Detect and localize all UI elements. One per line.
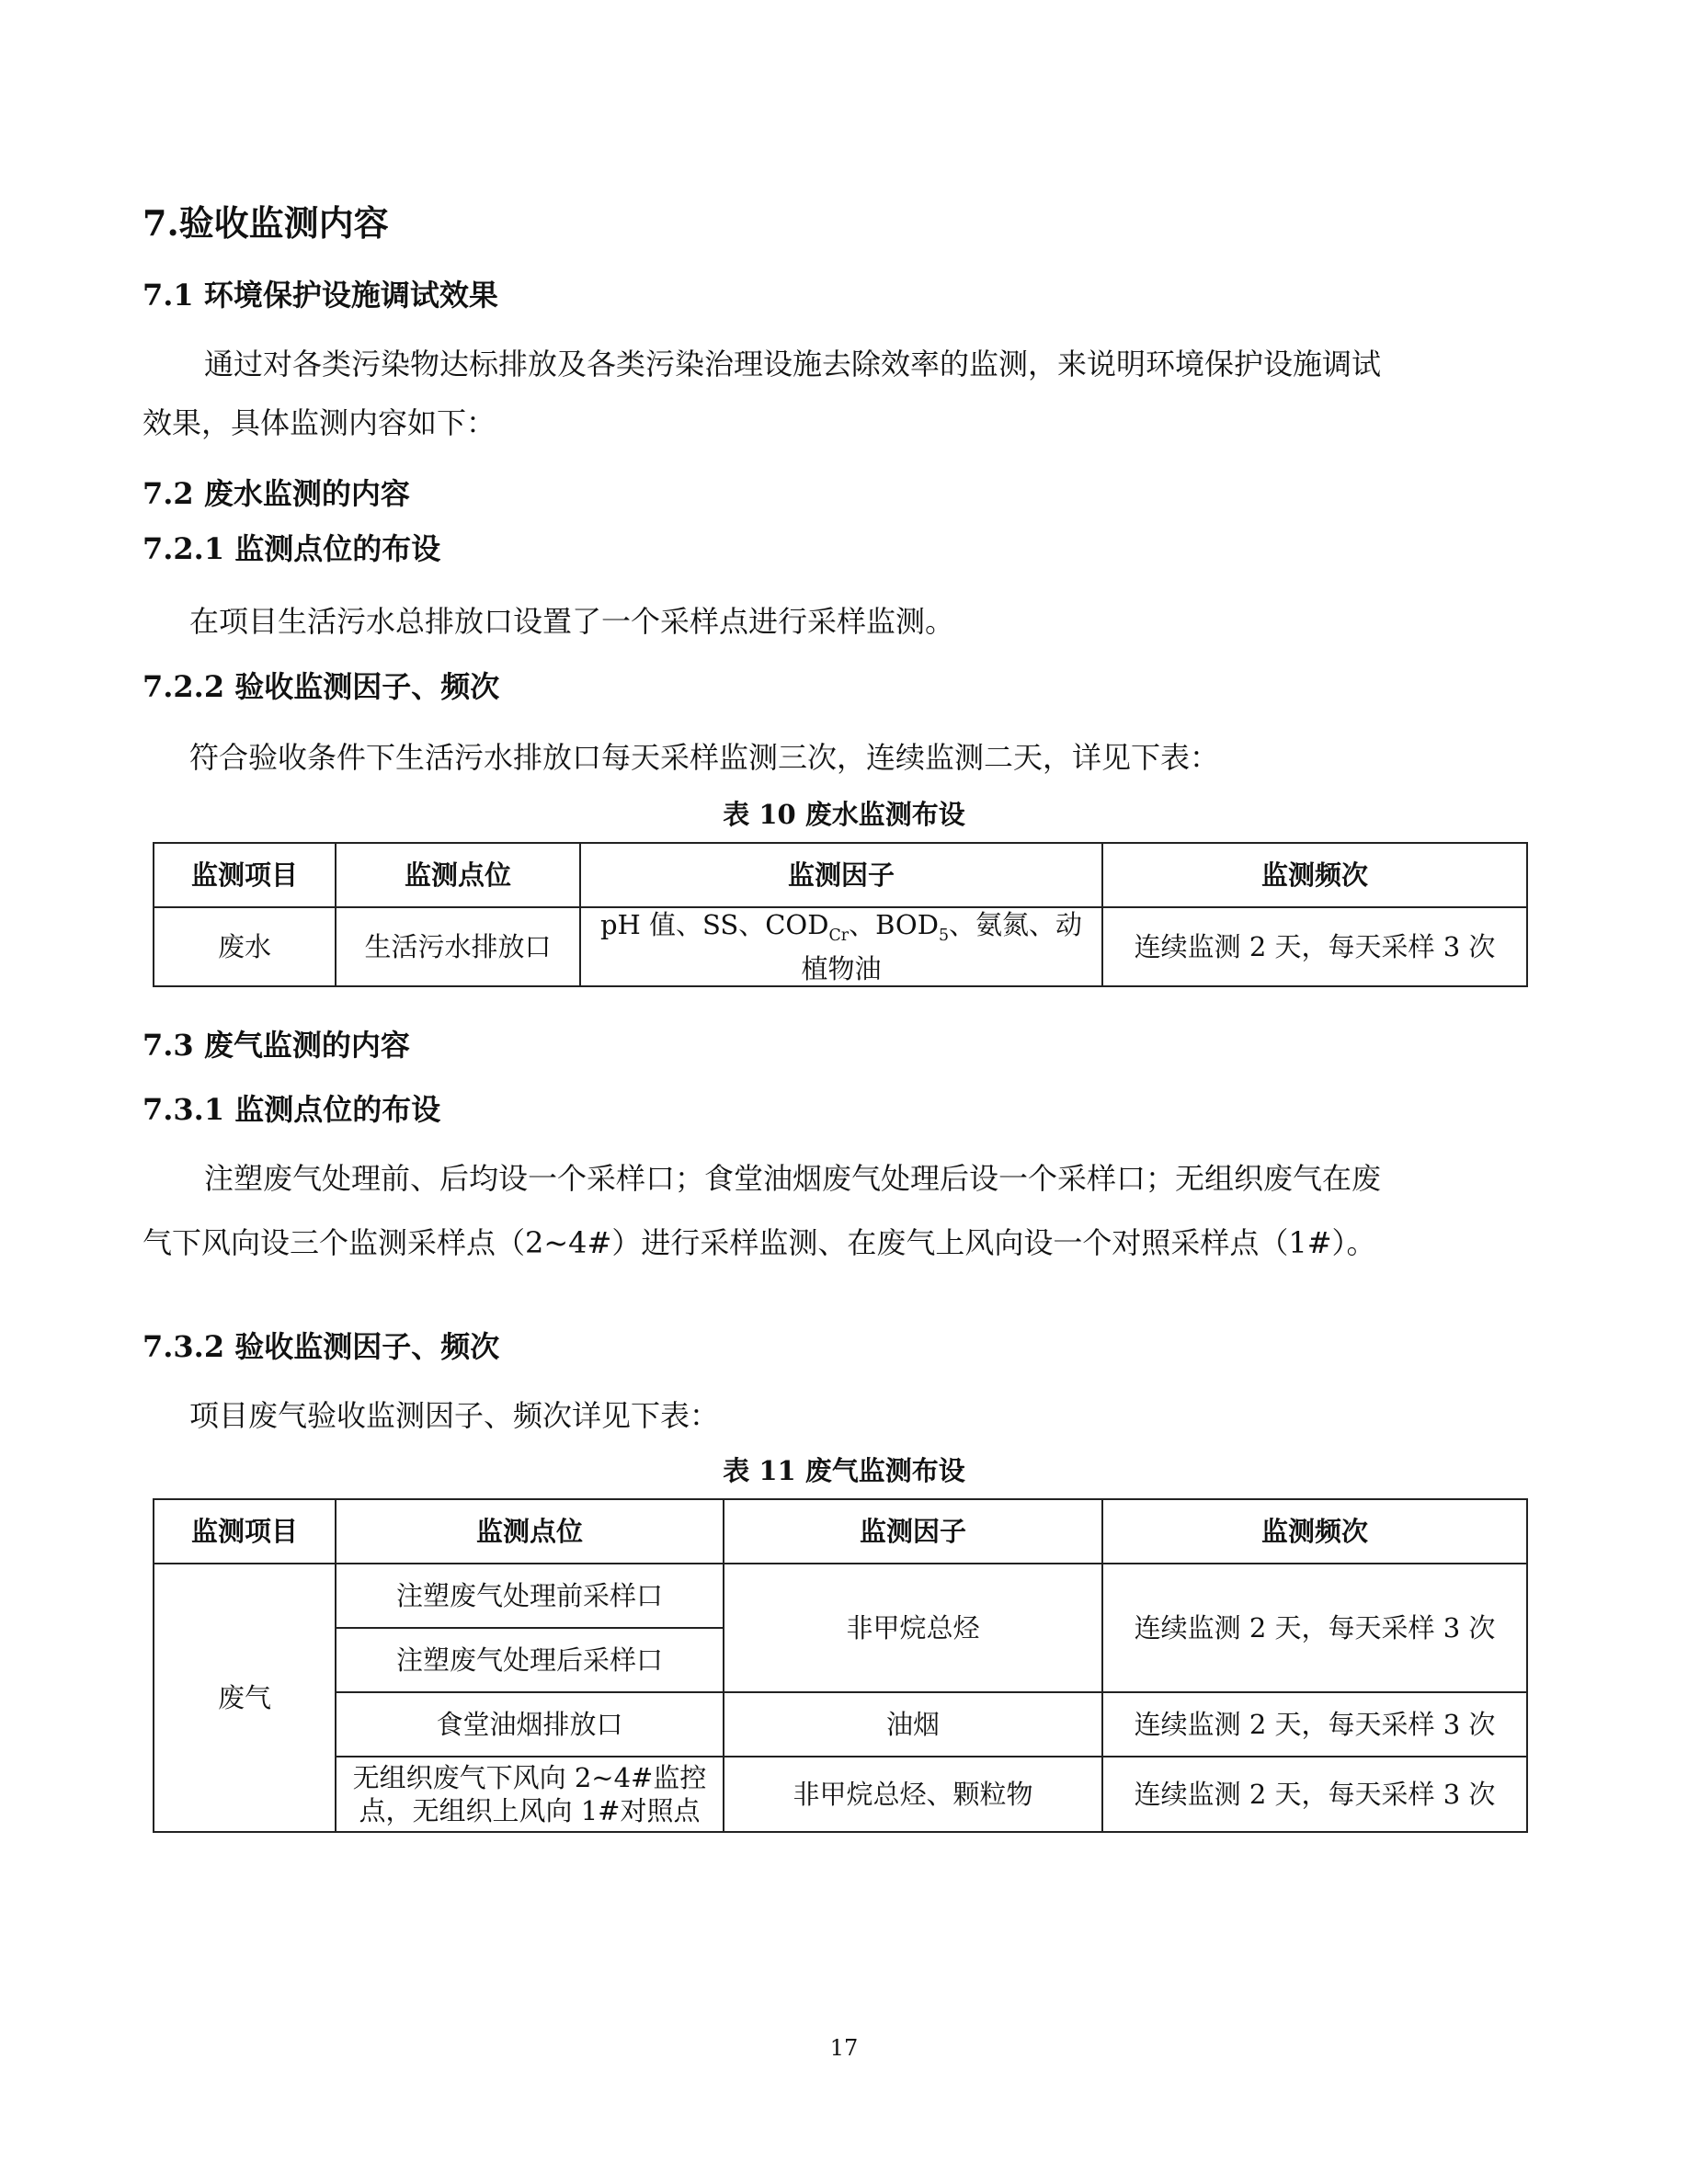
page-number: 17 <box>829 2035 859 2061</box>
table11-caption: 表 11 废气监测布设 <box>723 1455 965 1486</box>
factor-text: 、BOD <box>849 909 939 940</box>
factor-text: 、氨氮、动 <box>949 909 1083 940</box>
section-title: 7.验收监测内容 <box>143 202 389 244</box>
table10-header-row <box>154 843 1527 907</box>
heading-7-1: 7.1 环境保护设施调试效果 <box>143 278 498 313</box>
para-7-3-2: 项目废气验收监测因子、频次详见下表： <box>189 1398 720 1433</box>
table11-point-line2: 点，无组织上风向 1#对照点 <box>359 1795 701 1826</box>
table-row <box>154 1564 1527 1628</box>
table10-frequency-cell: 连续监测 2 天，每天采样 3 次 <box>1102 907 1527 986</box>
table-row <box>154 907 1527 986</box>
para-7-2-1: 在项目生活污水总排放口设置了一个采样点进行采样监测。 <box>189 604 955 639</box>
table10-factor-line2: 植物油 <box>801 952 882 984</box>
heading-7-3: 7.3 废气监测的内容 <box>143 1028 410 1063</box>
table-row <box>154 1692 1527 1757</box>
heading-7-2-2: 7.2.2 验收监测因子、频次 <box>143 669 500 704</box>
para-7-1-line2: 效果，具体监测内容如下： <box>143 405 496 440</box>
table11-header-row <box>154 1499 1527 1564</box>
table11-frequency-cell: 连续监测 2 天，每天采样 3 次 <box>1102 1564 1527 1692</box>
para-7-3-1-line1: 注塑废气处理前、后均设一个采样口；食堂油烟废气处理后设一个采样口；无组织废气在废 <box>204 1161 1382 1196</box>
factor-text: pH 值、SS、COD <box>599 909 829 940</box>
para-7-1-line1: 通过对各类污染物达标排放及各类污染治理设施去除效率的监测，来说明环境保护设施调试 <box>204 347 1382 381</box>
table10-factor-line1 <box>587 908 1096 952</box>
table11-point-cell: 食堂油烟排放口 <box>336 1692 724 1757</box>
table10-header-cell: 监测因子 <box>580 843 1102 907</box>
table11-point-cell <box>336 1757 724 1832</box>
table10-factor-cell <box>580 907 1102 986</box>
table10-header-cell: 监测点位 <box>336 843 580 907</box>
factor-subscript: Cr <box>828 926 850 945</box>
table11-header-cell: 监测点位 <box>336 1499 724 1564</box>
table11-item-cell: 废气 <box>154 1564 336 1832</box>
table10-caption: 表 10 废水监测布设 <box>723 799 965 830</box>
para-7-2-2: 符合验收条件下生活污水排放口每天采样监测三次，连续监测二天，详见下表： <box>189 740 1220 775</box>
table10 <box>153 842 1528 987</box>
heading-7-2: 7.2 废水监测的内容 <box>143 476 410 511</box>
table11-header-cell: 监测频次 <box>1102 1499 1527 1564</box>
heading-7-3-2: 7.3.2 验收监测因子、频次 <box>143 1329 500 1364</box>
table11-header-cell: 监测项目 <box>154 1499 336 1564</box>
table10-point-cell: 生活污水排放口 <box>336 907 580 986</box>
table10-header-cell: 监测频次 <box>1102 843 1527 907</box>
table10-header-cell: 监测项目 <box>154 843 336 907</box>
para-7-3-1-line2: 气下风向设三个监测采样点（2~4#）进行采样监测、在废气上风向设一个对照采样点（1#）。 <box>143 1225 1376 1260</box>
table11-frequency-cell: 连续监测 2 天，每天采样 3 次 <box>1102 1757 1527 1832</box>
factor-subscript: 5 <box>938 926 950 945</box>
table11-frequency-cell: 连续监测 2 天，每天采样 3 次 <box>1102 1692 1527 1757</box>
table11-factor-cell: 非甲烷总烃 <box>724 1564 1102 1692</box>
table10-item-cell: 废水 <box>154 907 336 986</box>
table11-point-cell: 注塑废气处理后采样口 <box>336 1628 724 1692</box>
heading-7-3-1: 7.3.1 监测点位的布设 <box>143 1092 441 1127</box>
table11-point-cell: 注塑废气处理前采样口 <box>336 1564 724 1628</box>
heading-7-2-1: 7.2.1 监测点位的布设 <box>143 531 441 566</box>
table11-header-cell: 监测因子 <box>724 1499 1102 1564</box>
table11-factor-cell: 油烟 <box>724 1692 1102 1757</box>
table11-point-line1: 无组织废气下风向 2~4#监控 <box>352 1762 707 1793</box>
table11 <box>153 1498 1528 1833</box>
table11-factor-cell: 非甲烷总烃、颗粒物 <box>724 1757 1102 1832</box>
table-row <box>154 1757 1527 1832</box>
